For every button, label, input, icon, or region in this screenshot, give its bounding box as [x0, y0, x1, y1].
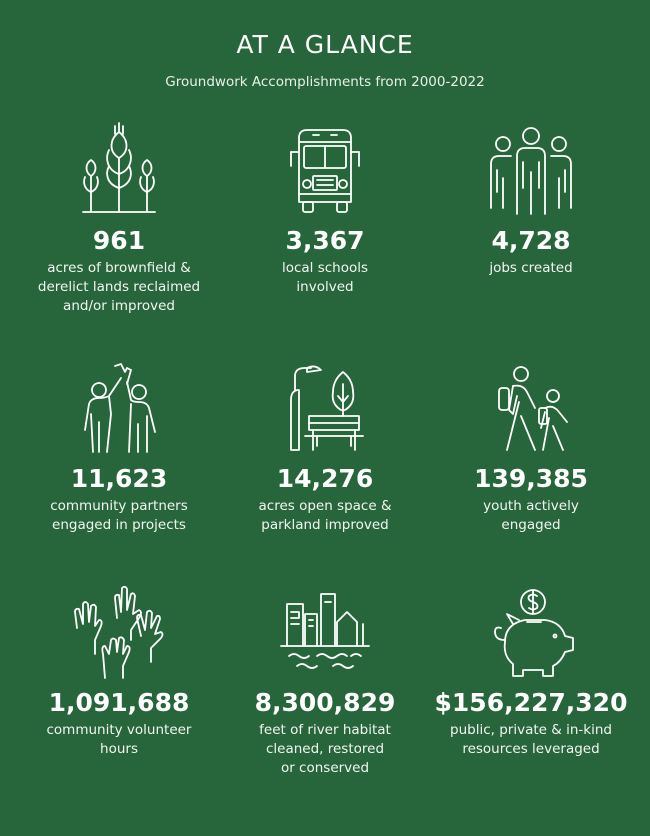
stat-description: acres open space & parkland improved [258, 498, 392, 533]
page-subtitle: Groundwork Accomplishments from 2000-2022 [165, 74, 485, 90]
stat-description: youth actively engaged [483, 498, 579, 533]
stat-description: local schools involved [281, 260, 369, 295]
stat-number: 1,091,688 [48, 688, 190, 717]
stat-description: community volunteer hours [46, 722, 192, 757]
stat-number: 8,300,829 [254, 688, 396, 717]
stat-number: 14,276 [276, 464, 374, 493]
stat-river-habitat [217, 584, 433, 778]
stat-resources [423, 584, 639, 759]
stat-description: feet of river habitat cleaned, restored or conserved [259, 722, 391, 776]
stat-brownfield [11, 122, 227, 316]
stat-description: community partners engaged in projects [50, 498, 188, 533]
stat-number: 139,385 [474, 464, 588, 493]
school-bus-icon [277, 122, 373, 218]
stat-number: 4,728 [491, 226, 571, 255]
people-group-icon [483, 122, 579, 218]
stat-schools [217, 122, 433, 297]
stat-youth [423, 360, 639, 535]
stat-volunteer-hours [11, 584, 227, 759]
stat-open-space [217, 360, 433, 535]
stat-number: $156,227,320 [434, 688, 628, 717]
raised-hands-icon [71, 584, 167, 680]
stat-description: acres of brownfield & derelict lands reclaimed and/or improved [37, 260, 201, 314]
stat-description: public, private & in-kind resources leveraged [450, 722, 612, 757]
wheat-icon [71, 122, 167, 218]
stat-number: 3,367 [285, 226, 365, 255]
page-title: AT A GLANCE [236, 30, 414, 59]
park-bench-icon [277, 360, 373, 456]
stat-jobs [423, 122, 639, 278]
piggy-bank-icon [483, 584, 579, 680]
high-five-icon [71, 360, 167, 456]
stat-number: 11,623 [70, 464, 168, 493]
stat-description: jobs created [489, 260, 573, 276]
stat-partners [11, 360, 227, 535]
stat-number: 961 [92, 226, 146, 255]
city-river-icon [277, 584, 373, 680]
walking-youth-icon [483, 360, 579, 456]
